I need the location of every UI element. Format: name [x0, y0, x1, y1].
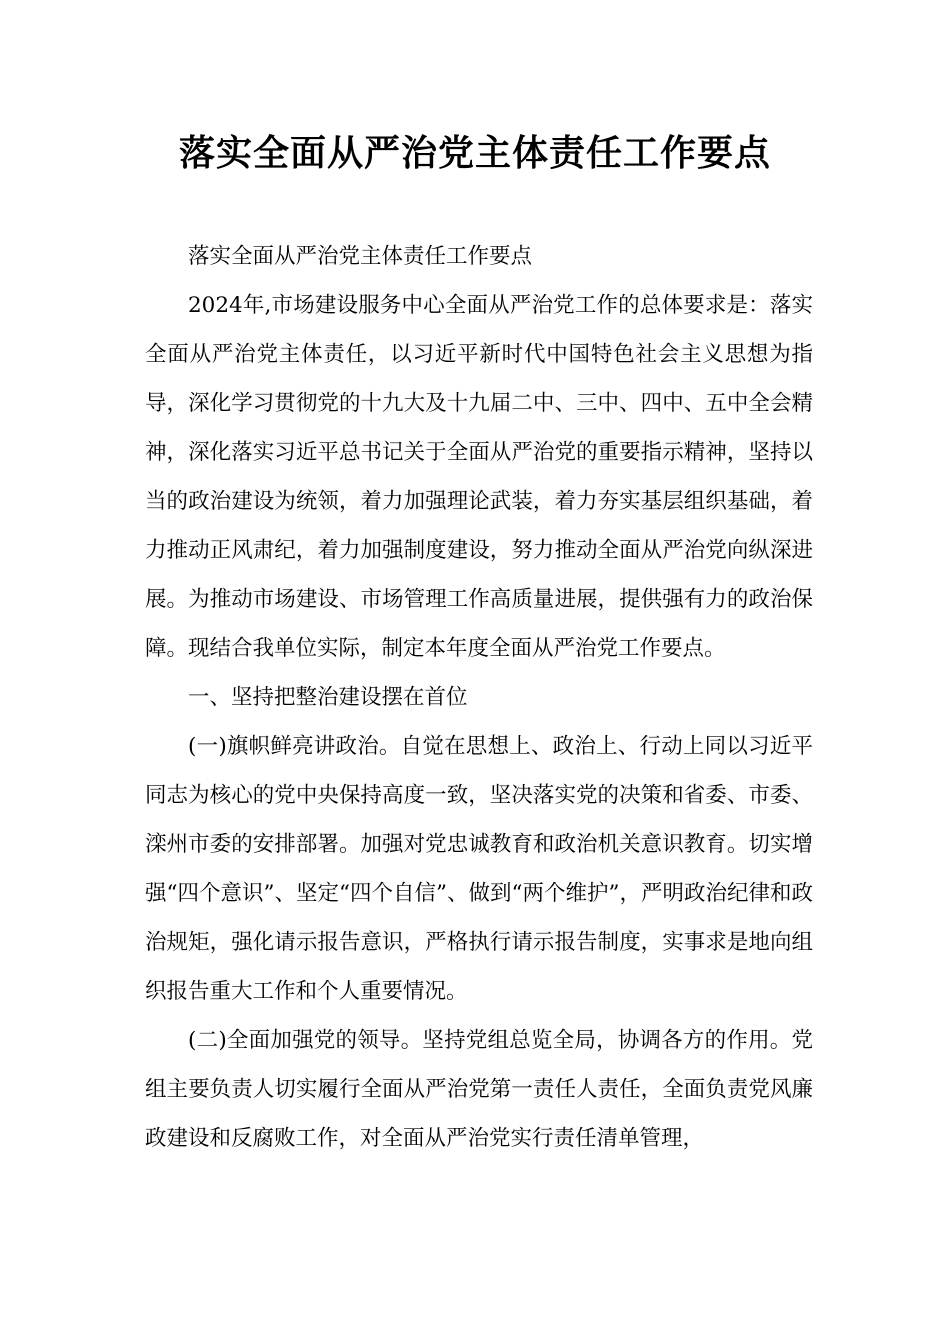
document-title: 落实全面从严治党主体责任工作要点 — [178, 133, 771, 174]
paragraph-item-1: (一)旗帜鲜亮讲政治。自觉在思想上、政治上、行动上同以习近平同志为核心的党中央保持高度一致，坚决落实党的决策和省委、市委、滦州市委的安排部署。加强对党忠诚教育和政治机关意识教育。切实增强“四个意识”、坚定“四个自信”、做到“两个维护”，严明政治纪律和政治规矩，强化请示报告意识，严格执行请示报告制度，实事求是地向组织报告重大工作和个人重要情况。 — [145, 734, 813, 1004]
paragraph-overall-requirements: 2024年,市场建设服务中心全面从严治党工作的总体要求是：落实全面从严治党主体责任，以习近平新时代中国特色社会主义思想为指导，深化学习贯彻党的十九大及十九届二中、三中、四中、五中全会精神，深化落实习近平总书记关于全面从严治党的重要指示精神，坚持以当的政治建设为统领，着力加强理论武装，着力夯实基层组织基础，着力推动正风肃纪，着力加强制度建设，努力推动全面从严治党向纵深进展。为推动市场建设、市场管理工作高质量进展，提供强有力的政治保障。现结合我单位实际，制定本年度全面从严治党工作要点。 — [145, 293, 813, 661]
paragraph-item-2: (二)全面加强党的领导。坚持党组总览全局，协调各方的作用。党组主要负责人切实履行全面从严治党第一责任人责任，全面负责党风廉政建设和反腐败工作，对全面从严治党实行责任清单管理， — [145, 1028, 813, 1151]
document-body — [145, 232, 813, 1163]
section-heading-1: 一、坚持把整治建设摆在首位 — [188, 685, 468, 710]
paragraph-subtitle: 落实全面从严治党主体责任工作要点 — [188, 244, 533, 269]
